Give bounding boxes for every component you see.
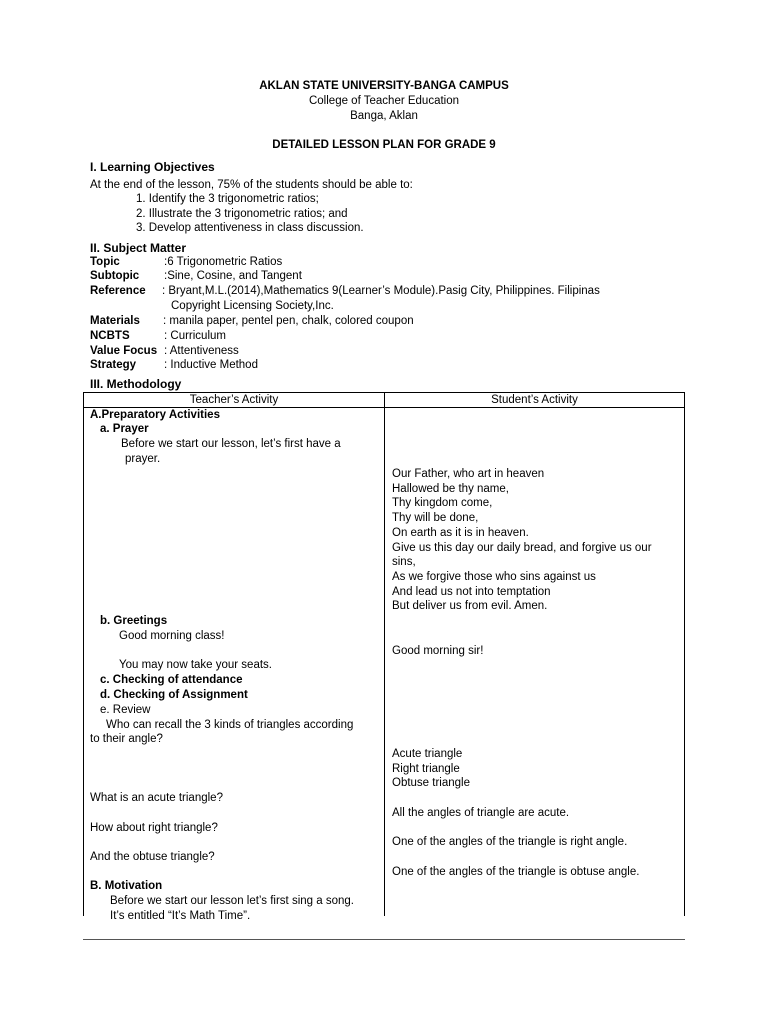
teacher-line: What is an acute triangle? [90, 792, 223, 804]
topic-value: :6 Trigonometric Ratios [164, 256, 283, 268]
reference-label: Reference [90, 285, 146, 297]
subtopic-value: :Sine, Cosine, and Tangent [164, 270, 302, 282]
teacher-line: Before we start our lesson let’s first sing a song. [110, 895, 354, 907]
student-activity-header: Student’s Activity [385, 393, 685, 408]
teacher-line: How about right triangle? [90, 822, 218, 834]
teacher-line: Who can recall the 3 kinds of triangles according [106, 719, 354, 731]
objective-item: 3. Develop attentiveness in class discussion. [136, 222, 364, 234]
student-line: Right triangle [392, 763, 460, 775]
student-line: Good morning sir! [392, 645, 484, 657]
student-line: Our Father, who art in heaven [392, 468, 545, 480]
assignment-heading: d. Checking of Assignment [100, 689, 248, 701]
student-line: As we forgive those who sins against us [392, 571, 596, 583]
teacher-line: to their angle? [90, 733, 163, 745]
teacher-line: It’s entitled “It’s Math Time”. [110, 910, 251, 922]
student-line: All the angles of triangle are acute. [392, 807, 570, 819]
teacher-line: You may now take your seats. [119, 659, 272, 671]
student-line: Obtuse triangle [392, 777, 470, 789]
campus-location: Banga, Aklan [350, 110, 418, 122]
subject-matter-heading: II. Subject Matter [90, 241, 187, 255]
page-bottom-rule [83, 939, 685, 940]
teacher-activity-header: Teacher’s Activity [84, 393, 385, 408]
reference-value: : Bryant,M.L.(2014),Mathematics 9(Learner’s Module).Pasig City, Philippines. Filipinas [162, 285, 600, 297]
lesson-plan-title: DETAILED LESSON PLAN FOR GRADE 9 [272, 139, 496, 151]
teacher-line: Before we start our lesson, let’s first have a [121, 438, 341, 450]
value-focus-value: : Attentiveness [164, 345, 239, 357]
prayer-heading: a. Prayer [100, 423, 149, 435]
student-line: On earth as it is in heaven. [392, 527, 529, 539]
student-line: Give us this day our daily bread, and forgive us our [392, 542, 652, 554]
teacher-line: Good morning class! [119, 630, 225, 642]
objective-item: 2. Illustrate the 3 trigonometric ratios; and [136, 208, 348, 220]
value-focus-label: Value Focus [90, 345, 158, 357]
review-heading: e. Review [100, 704, 151, 716]
objective-item: 1. Identify the 3 trigonometric ratios; [136, 193, 319, 205]
materials-label: Materials [90, 315, 140, 327]
materials-value: : manila paper, pentel pen, chalk, colored coupon [163, 315, 414, 327]
objectives-heading: I. Learning Objectives [90, 160, 215, 174]
student-line: But deliver us from evil. Amen. [392, 600, 548, 612]
college-name: College of Teacher Education [308, 95, 460, 107]
methodology-heading: III. Methodology [90, 377, 182, 391]
teacher-line: prayer. [125, 453, 161, 465]
student-line: One of the angles of the triangle is right angle. [392, 836, 628, 848]
topic-label: Topic [90, 256, 120, 268]
student-line: sins, [392, 556, 416, 568]
motivation-heading: B. Motivation [90, 880, 163, 892]
student-line: Thy will be done, [392, 512, 479, 524]
reference-continued: Copyright Licensing Society,Inc. [171, 300, 334, 312]
teacher-line: And the obtuse triangle? [90, 851, 215, 863]
strategy-label: Strategy [90, 359, 137, 371]
strategy-value: : Inductive Method [164, 359, 258, 371]
subtopic-label: Subtopic [90, 270, 140, 282]
student-line: One of the angles of the triangle is obtuse angle. [392, 866, 640, 878]
attendance-heading: c. Checking of attendance [100, 674, 243, 686]
student-line: Acute triangle [392, 748, 463, 760]
ncbts-label: NCBTS [90, 330, 130, 342]
university-name: AKLAN STATE UNIVERSITY-BANGA CAMPUS [259, 80, 509, 92]
student-line: Hallowed be thy name, [392, 483, 509, 495]
methodology-table [83, 392, 685, 922]
student-line: And lead us not into temptation [392, 586, 551, 598]
student-line: Thy kingdom come, [392, 497, 493, 509]
student-activity-column [385, 408, 685, 917]
objectives-intro: At the end of the lesson, 75% of the students should be able to: [90, 179, 413, 191]
teacher-activity-column [84, 408, 385, 922]
preparatory-activities-heading: A.Preparatory Activities [90, 409, 220, 421]
ncbts-value: : Curriculum [164, 330, 226, 342]
greetings-heading: b. Greetings [100, 615, 168, 627]
